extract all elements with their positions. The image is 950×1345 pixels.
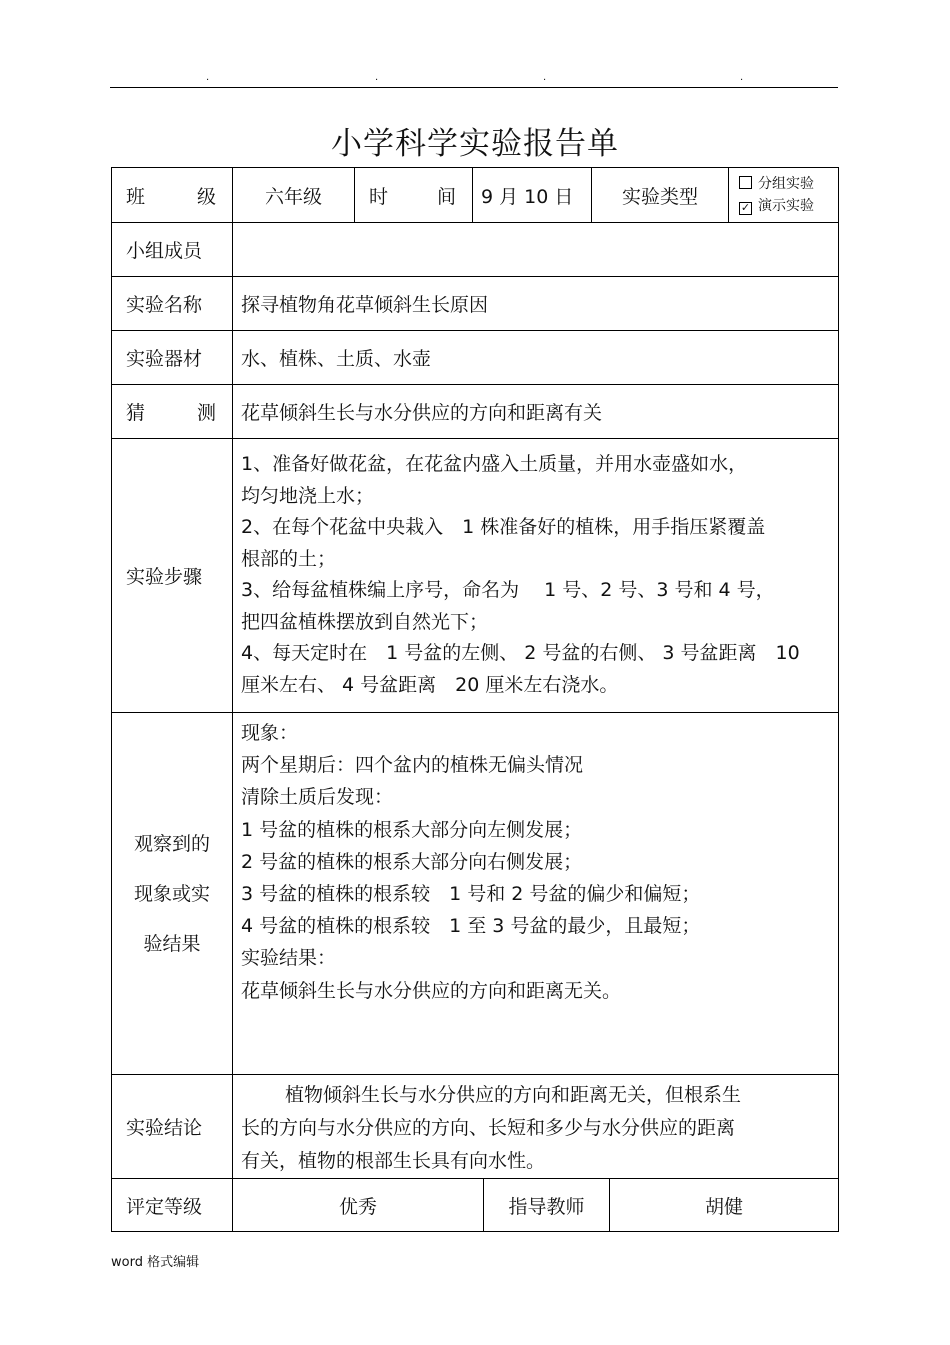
observation-line: 4 号盆的植株的根系较 1 至 3 号盆的最少，且最短； xyxy=(241,915,701,938)
observation-line: 2 号盆的植株的根系大部分向右侧发展； xyxy=(241,850,583,873)
steps-label: 实验步骤 xyxy=(112,439,233,713)
class-value: 六年级 xyxy=(233,168,355,223)
row-guess xyxy=(112,385,839,439)
observation-line: 现象： xyxy=(241,722,299,744)
option-label: 演示实验 xyxy=(758,198,815,214)
observation-content xyxy=(233,713,839,1075)
step-line: 3、给每盆植株编上序号，命名为 1 号、2 号、3 号和 4 号， xyxy=(241,579,775,601)
step-line: 把四盆植株摆放到自然光下； xyxy=(241,610,489,633)
guess-label-char: 猜 xyxy=(126,402,146,424)
class-label-char: 级 xyxy=(196,185,216,208)
checkbox-unchecked-icon[interactable] xyxy=(739,176,752,189)
row-name xyxy=(112,277,839,331)
row-grade xyxy=(112,1179,839,1232)
type-label: 实验类型 xyxy=(592,168,729,223)
materials-label: 实验器材 xyxy=(112,331,233,385)
guess-label-cell xyxy=(112,385,233,439)
header-dots xyxy=(110,72,838,86)
footer-note: word 格式编辑 xyxy=(111,1255,200,1270)
row-conclusion xyxy=(112,1075,839,1179)
step-line: 1、准备好做花盆，在花盆内盛入土质量，并用水壶盛如水， xyxy=(241,453,748,475)
observation-line: 花草倾斜生长与水分供应的方向和距离无关。 xyxy=(241,979,622,1002)
conclusion-line: 植物倾斜生长与水分供应的方向和距离无关，但根系生 xyxy=(285,1084,742,1106)
time-label-char: 时 xyxy=(369,185,389,208)
observation-line: 3 号盆的植株的根系较 1 号和 2 号盆的偏少和偏短； xyxy=(241,883,701,906)
class-label-char: 班 xyxy=(126,185,146,208)
observation-line: 两个星期后：四个盆内的植株无偏头情况 xyxy=(241,754,584,777)
grade-value: 优秀 xyxy=(233,1179,484,1232)
step-line: 4、每天定时在 1 号盆的左侧、 2 号盆的右侧、 3 号盆距离 10 xyxy=(241,642,800,664)
time-label-char: 间 xyxy=(436,185,456,208)
observation-line: 实验结果： xyxy=(241,947,337,970)
observation-label-line: 现象或实 xyxy=(133,882,210,905)
members-label: 小组成员 xyxy=(112,223,233,277)
option-label: 分组实验 xyxy=(758,176,815,192)
time-label-cell xyxy=(355,168,473,223)
observation-label-line: 观察到的 xyxy=(133,832,210,855)
grade-label: 评定等级 xyxy=(112,1179,233,1232)
teacher-label: 指导教师 xyxy=(484,1179,610,1232)
row-basic-info xyxy=(112,168,839,223)
members-value xyxy=(233,223,839,277)
row-members xyxy=(112,223,839,277)
teacher-value: 胡健 xyxy=(610,1179,839,1232)
conclusion-label: 实验结论 xyxy=(112,1075,233,1179)
observation-label xyxy=(112,713,233,1075)
time-value: 9 月 10 日 xyxy=(473,168,592,223)
step-line: 根部的土； xyxy=(241,547,337,570)
header-dot: . xyxy=(206,72,210,83)
conclusion-line: 有关，植物的根部生长具有向水性。 xyxy=(241,1150,546,1172)
conclusion-line: 长的方向与水分供应的方向、长短和多少与水分供应的距离 xyxy=(241,1117,736,1139)
header-dot: . xyxy=(543,72,547,83)
step-line: 均匀地浇上水； xyxy=(241,484,375,507)
conclusion-content xyxy=(233,1075,839,1179)
class-label-cell xyxy=(112,168,233,223)
page-title: 小学科学实验报告单 xyxy=(331,126,619,162)
observation-label-line: 验结果 xyxy=(143,932,201,955)
observation-line: 清除土质后发现： xyxy=(241,786,394,809)
name-label: 实验名称 xyxy=(112,277,233,331)
row-observation xyxy=(112,713,839,1075)
checkbox-checked-icon[interactable]: ✓ xyxy=(740,201,751,214)
materials-value: 水、植株、土质、水壶 xyxy=(233,331,839,385)
header-dot: . xyxy=(375,72,379,83)
guess-label-char: 测 xyxy=(196,402,216,424)
option-demo-experiment[interactable] xyxy=(739,195,838,217)
steps-content xyxy=(233,439,839,713)
row-materials xyxy=(112,331,839,385)
step-line: 2、在每个花盆中央栽入 1 株准备好的植株，用手指压紧覆盖 xyxy=(241,516,766,538)
report-table xyxy=(111,167,839,1232)
header-dot: . xyxy=(740,72,744,83)
observation-line: 1 号盆的植株的根系大部分向左侧发展； xyxy=(241,818,583,841)
name-value: 探寻植物角花草倾斜生长原因 xyxy=(233,277,839,331)
type-options xyxy=(729,168,839,223)
option-group-experiment[interactable] xyxy=(739,173,838,195)
header-rule xyxy=(110,87,838,88)
guess-value: 花草倾斜生长与水分供应的方向和距离有关 xyxy=(233,385,839,439)
step-line: 厘米左右、 4 号盆距离 20 厘米左右浇水。 xyxy=(241,673,619,696)
row-steps xyxy=(112,439,839,713)
